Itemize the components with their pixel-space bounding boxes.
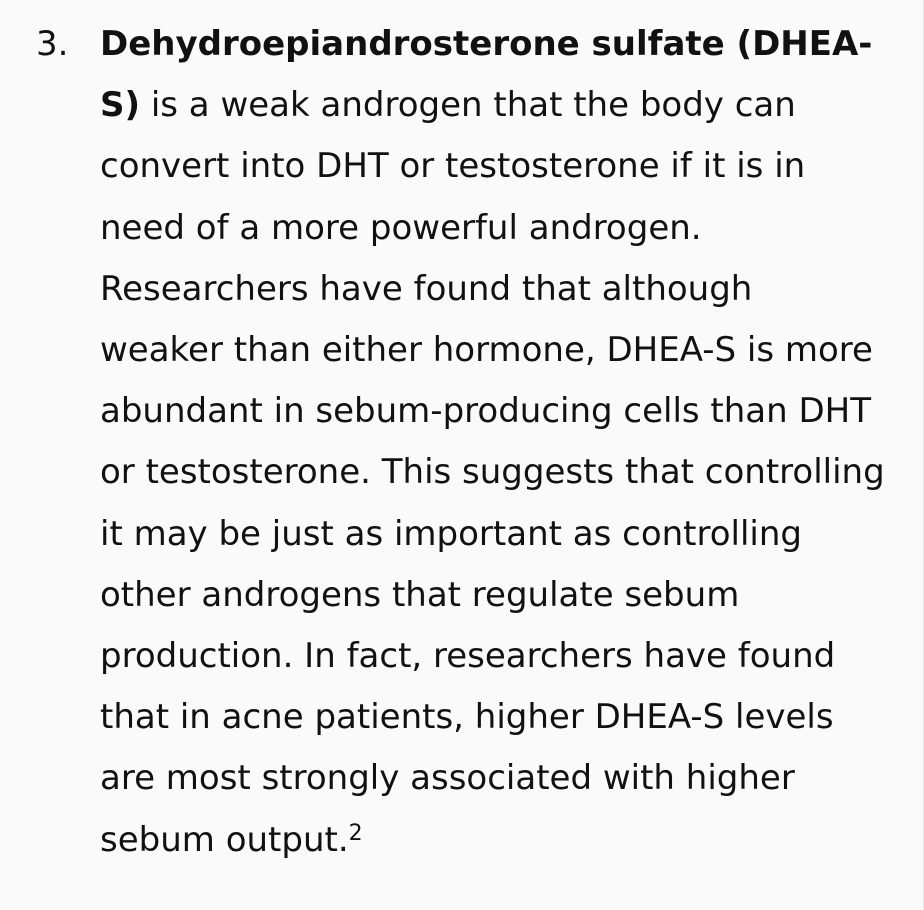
bold-term: Dehydroepiandrosterone sulfate (DHEA-S) [100, 24, 873, 126]
paragraph-text: is a weak androgen that the body can convert into DHT or testosterone if it is in need of a more powerful androgen. Researchers have found that although weaker than either hormone, DHEA-S is more abundant in sebum-producing cells than DHT or testosterone. This suggests that controlling it may be just as important as controlling other androgens that regulate sebum production. In fact, researchers have found that in acne patients, higher DHEA-S levels are most strongly associated with higher sebum output. [100, 85, 885, 860]
citation-superscript[interactable]: 2 [348, 820, 363, 846]
list-item-text [100, 14, 886, 871]
list-item [36, 14, 886, 871]
list-item-number: 3. [36, 24, 69, 64]
